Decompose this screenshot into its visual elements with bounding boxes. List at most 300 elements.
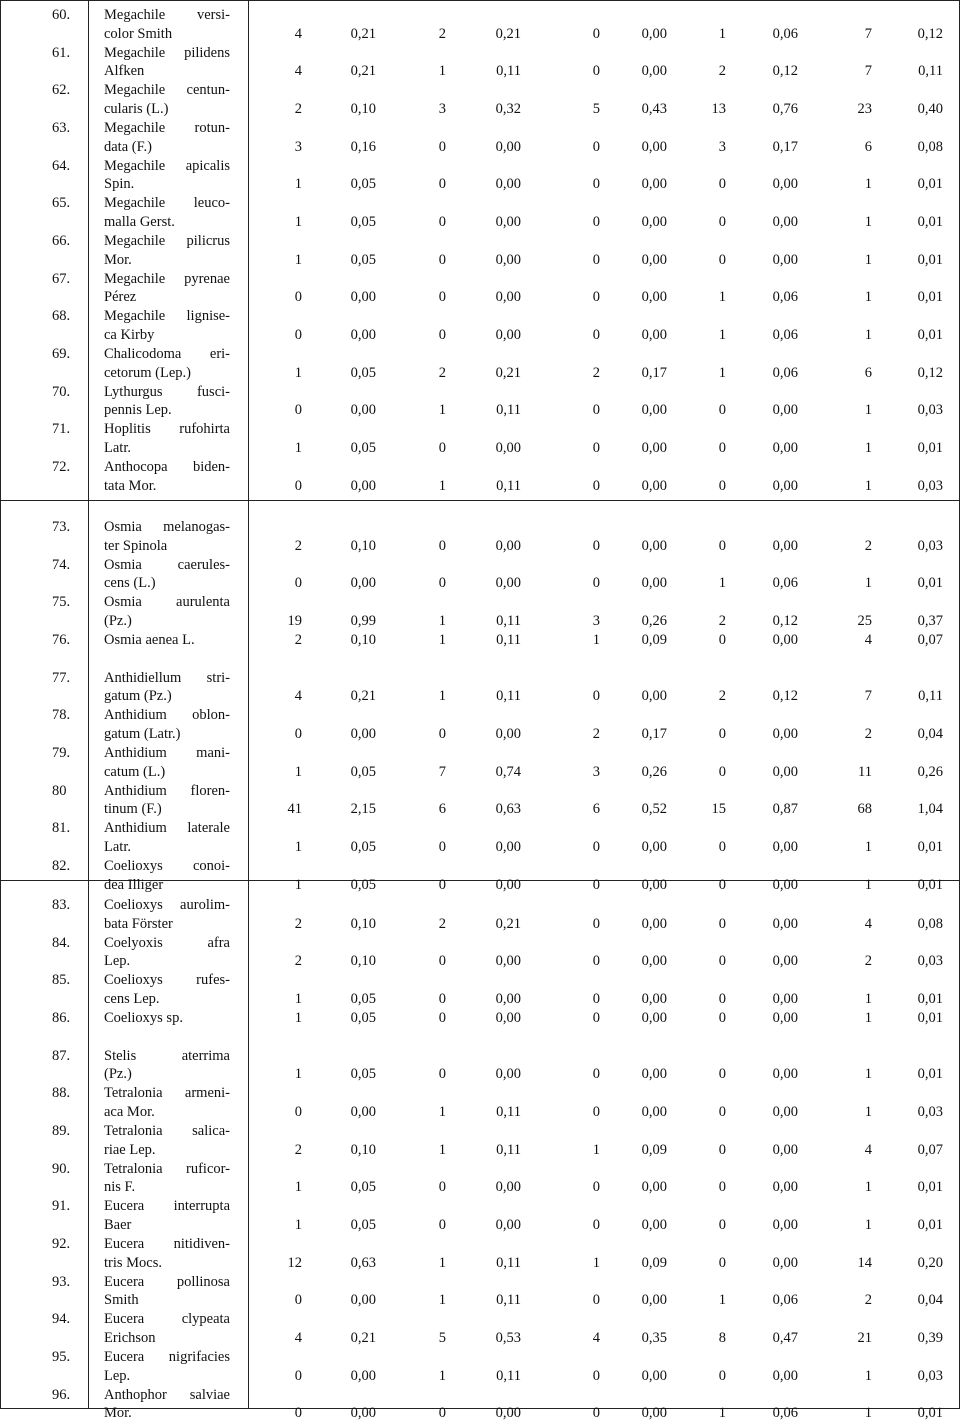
species-name: Megachile pilidens Alfken [104, 44, 230, 80]
percent-cell: 0,76 [772, 100, 798, 117]
count-cell: 5 [438, 1329, 446, 1346]
row-number: 69. [52, 345, 71, 362]
table-row [0, 556, 960, 594]
percent-cell: 0,26 [641, 763, 667, 780]
percent-cell: 0,01 [917, 838, 943, 855]
percent-cell: 0,43 [641, 100, 667, 117]
row-number: 93. [52, 1273, 71, 1290]
percent-cell: 0,10 [350, 1141, 376, 1158]
percent-cell: 0,00 [772, 1254, 798, 1271]
table-row [0, 6, 960, 44]
percent-cell: 0,05 [350, 213, 376, 230]
row-number: 94. [52, 1311, 71, 1328]
row-number: 86. [52, 1009, 71, 1026]
percent-cell: 0,01 [917, 176, 943, 193]
percent-cell: 0,00 [641, 251, 667, 268]
count-cell: 0 [592, 213, 600, 230]
percent-cell: 0,11 [918, 688, 943, 705]
percent-cell: 0,00 [772, 439, 798, 456]
species-name: Coelyoxis afra Lep. [104, 934, 230, 970]
percent-cell: 0,06 [772, 289, 798, 306]
count-cell: 2 [864, 725, 872, 742]
percent-cell: 0,06 [772, 1292, 798, 1309]
count-cell: 1 [294, 1009, 302, 1026]
count-cell: 2 [438, 364, 446, 381]
row-number: 68. [52, 308, 71, 325]
species-name: Eucera interrupta Baer [104, 1198, 230, 1233]
row-number: 65. [52, 195, 71, 212]
percent-cell: 0,00 [495, 326, 521, 343]
count-cell: 0 [592, 477, 600, 494]
count-cell: 0 [592, 915, 600, 932]
count-cell: 0 [592, 1405, 600, 1422]
row-number: 88. [52, 1085, 71, 1102]
row-number: 62. [52, 82, 71, 99]
percent-cell: 0,00 [772, 213, 798, 230]
percent-cell: 0,21 [350, 63, 376, 80]
count-cell: 0 [592, 402, 600, 419]
table-row [0, 934, 960, 972]
count-cell: 1 [864, 1179, 872, 1196]
row-number: 92. [52, 1235, 71, 1252]
count-cell: 12 [287, 1254, 302, 1271]
percent-cell: 0,10 [350, 953, 376, 970]
count-cell: 2 [294, 915, 302, 932]
count-cell: 2 [294, 537, 302, 554]
percent-cell: 0,01 [917, 289, 943, 306]
count-cell: 0 [438, 1216, 446, 1233]
row-number: 71. [52, 421, 71, 438]
count-cell: 0 [718, 631, 726, 648]
count-cell: 1 [294, 439, 302, 456]
row-number: 80 [52, 782, 67, 799]
table-row [0, 81, 960, 119]
percent-cell: 0,00 [495, 725, 521, 742]
percent-cell: 0,00 [495, 1066, 521, 1083]
percent-cell: 0,01 [917, 1066, 943, 1083]
percent-cell: 0,00 [641, 1292, 667, 1309]
percent-cell: 0,00 [772, 176, 798, 193]
table-row [0, 157, 960, 195]
percent-cell: 0,03 [917, 953, 943, 970]
percent-cell: 0,11 [496, 1292, 521, 1309]
count-cell: 0 [438, 176, 446, 193]
count-cell: 2 [718, 612, 726, 629]
count-cell: 1 [438, 1367, 446, 1384]
species-name: Megachile apicalis Spin. [104, 157, 230, 193]
percent-cell: 0,00 [495, 575, 521, 592]
count-cell: 6 [864, 364, 872, 381]
count-cell: 0 [592, 25, 600, 42]
count-cell: 0 [718, 953, 726, 970]
count-cell: 0 [592, 176, 600, 193]
count-cell: 0 [592, 326, 600, 343]
percent-cell: 0,06 [772, 326, 798, 343]
count-cell: 0 [438, 138, 446, 155]
count-cell: 1 [864, 838, 872, 855]
count-cell: 13 [711, 100, 726, 117]
percent-cell: 0,00 [772, 1009, 798, 1026]
count-cell: 0 [592, 838, 600, 855]
count-cell: 0 [718, 402, 726, 419]
percent-cell: 0,05 [350, 251, 376, 268]
species-name: Hoplitis rufohirta Latr. [104, 421, 230, 456]
row-number: 66. [52, 232, 71, 249]
count-cell: 0 [294, 1292, 302, 1309]
percent-cell: 0,05 [350, 176, 376, 193]
count-cell: 4 [864, 631, 872, 648]
species-name: Anthocopa biden- tata Mor. [104, 458, 230, 494]
count-cell: 2 [718, 63, 726, 80]
row-number: 95. [52, 1348, 71, 1365]
count-cell: 1 [864, 1066, 872, 1083]
percent-cell: 0,17 [641, 725, 667, 742]
count-cell: 0 [718, 477, 726, 494]
count-cell: 0 [438, 1066, 446, 1083]
percent-cell: 0,00 [495, 1009, 521, 1026]
percent-cell: 0,05 [350, 838, 376, 855]
count-cell: 1 [592, 631, 600, 648]
count-cell: 6 [592, 801, 600, 818]
count-cell: 2 [864, 1292, 872, 1309]
percent-cell: 0,21 [350, 1329, 376, 1346]
count-cell: 1 [864, 575, 872, 592]
count-cell: 0 [592, 688, 600, 705]
species-name: Coelioxys sp. [104, 1009, 183, 1026]
percent-cell: 0,00 [495, 990, 521, 1007]
species-name: Megachile versi- color Smith [104, 7, 230, 42]
species-name: Stelis aterrima (Pz.) [104, 1047, 230, 1083]
count-cell: 0 [718, 725, 726, 742]
count-cell: 4 [592, 1329, 600, 1346]
count-cell: 0 [294, 477, 302, 494]
percent-cell: 0,21 [495, 915, 521, 932]
species-name: Osmia caerules- cens (L.) [104, 556, 230, 592]
percent-cell: 0,00 [495, 537, 521, 554]
count-cell: 1 [864, 876, 872, 893]
percent-cell: 0,01 [917, 326, 943, 343]
percent-cell: 0,52 [641, 801, 667, 818]
percent-cell: 0,21 [350, 25, 376, 42]
percent-cell: 0,00 [641, 1216, 667, 1233]
table-row [0, 270, 960, 308]
count-cell: 0 [718, 763, 726, 780]
species-name: Tetralonia salica- riae Lep. [104, 1122, 230, 1158]
row-divider [0, 500, 960, 501]
species-name: Tetralonia ruficor- nis F. [104, 1160, 230, 1196]
count-cell: 1 [864, 1103, 872, 1120]
count-cell: 2 [718, 688, 726, 705]
count-cell: 0 [592, 251, 600, 268]
row-number: 64. [52, 157, 71, 174]
percent-cell: 0,00 [641, 1066, 667, 1083]
count-cell: 1 [592, 1141, 600, 1158]
table-row [0, 744, 960, 782]
count-cell: 0 [592, 1066, 600, 1083]
species-name: Anthidium oblon- gatum (Latr.) [104, 707, 230, 742]
percent-cell: 0,06 [772, 25, 798, 42]
species-name: Osmia aurulenta (Pz.) [104, 594, 230, 629]
species-name: Osmia aenea L. [104, 631, 195, 648]
table-row [0, 345, 960, 383]
row-number: 76. [52, 631, 71, 648]
percent-cell: 0,11 [496, 1367, 521, 1384]
count-cell: 1 [718, 364, 726, 381]
percent-cell: 0,00 [641, 990, 667, 1007]
count-cell: 19 [287, 612, 302, 629]
percent-cell: 0,07 [917, 1141, 943, 1158]
count-cell: 0 [294, 402, 302, 419]
percent-cell: 0,00 [350, 1405, 376, 1422]
percent-cell: 0,32 [495, 100, 521, 117]
percent-cell: 0,00 [772, 251, 798, 268]
percent-cell: 0,09 [641, 631, 667, 648]
percent-cell: 0,11 [496, 631, 521, 648]
percent-cell: 0,00 [772, 763, 798, 780]
count-cell: 1 [718, 1292, 726, 1309]
row-number: 83. [52, 897, 71, 913]
count-cell: 0 [294, 575, 302, 592]
row-number: 90. [52, 1160, 71, 1177]
count-cell: 1 [864, 213, 872, 230]
percent-cell: 0,00 [772, 990, 798, 1007]
percent-cell: 0,12 [772, 612, 798, 629]
table-row [0, 194, 960, 232]
count-cell: 0 [438, 953, 446, 970]
table-row [0, 819, 960, 857]
count-cell: 4 [294, 25, 302, 42]
count-cell: 0 [592, 953, 600, 970]
percent-cell: 0,00 [641, 915, 667, 932]
percent-cell: 0,01 [917, 1179, 943, 1196]
count-cell: 23 [857, 100, 872, 117]
percent-cell: 0,09 [641, 1141, 667, 1158]
percent-cell: 0,00 [641, 289, 667, 306]
percent-cell: 0,00 [641, 537, 667, 554]
count-cell: 0 [592, 876, 600, 893]
count-cell: 2 [864, 953, 872, 970]
percent-cell: 0,00 [350, 1292, 376, 1309]
table-row [0, 119, 960, 157]
row-number: 77. [52, 669, 71, 686]
species-name: Megachile pilicrus Mor. [104, 232, 230, 268]
count-cell: 0 [438, 575, 446, 592]
count-cell: 0 [592, 439, 600, 456]
percent-cell: 0,01 [917, 213, 943, 230]
count-cell: 1 [864, 326, 872, 343]
percent-cell: 0,00 [495, 876, 521, 893]
count-cell: 0 [438, 990, 446, 1007]
count-cell: 0 [718, 876, 726, 893]
count-cell: 11 [858, 763, 872, 780]
table-row [0, 1386, 960, 1424]
table-row [0, 1160, 960, 1198]
percent-cell: 0,26 [917, 763, 943, 780]
species-name: Anthidium floren- tinum (F.) [104, 782, 230, 818]
table-row [0, 971, 960, 1009]
count-cell: 41 [287, 801, 302, 818]
table-row [0, 44, 960, 82]
percent-cell: 0,00 [350, 326, 376, 343]
count-cell: 0 [718, 838, 726, 855]
count-cell: 0 [592, 1179, 600, 1196]
count-cell: 3 [592, 763, 600, 780]
count-cell: 0 [592, 1367, 600, 1384]
percent-cell: 0,47 [772, 1329, 798, 1346]
percent-cell: 0,99 [350, 612, 376, 629]
count-cell: 1 [294, 838, 302, 855]
species-name: Eucera pollinosa Smith [104, 1273, 230, 1309]
count-cell: 1 [592, 1254, 600, 1271]
table-row [0, 896, 960, 934]
percent-cell: 0,11 [496, 1103, 521, 1120]
percent-cell: 0,63 [350, 1254, 376, 1271]
row-number: 74. [52, 556, 71, 573]
row-number: 61. [52, 44, 71, 61]
count-cell: 1 [294, 1216, 302, 1233]
percent-cell: 0,05 [350, 1179, 376, 1196]
percent-cell: 0,06 [772, 364, 798, 381]
species-name: Anthidiellum stri- gatum (Pz.) [104, 669, 230, 705]
percent-cell: 0,04 [917, 1292, 943, 1309]
table-row [0, 706, 960, 744]
percent-cell: 0,00 [772, 1367, 798, 1384]
percent-cell: 2,15 [350, 801, 376, 818]
percent-cell: 0,00 [495, 439, 521, 456]
percent-cell: 0,11 [918, 63, 943, 80]
percent-cell: 0,00 [495, 289, 521, 306]
percent-cell: 0,12 [917, 25, 943, 42]
table-row [0, 1348, 960, 1386]
count-cell: 1 [718, 289, 726, 306]
percent-cell: 0,00 [641, 63, 667, 80]
row-number: 84. [52, 934, 71, 951]
percent-cell: 0,63 [495, 801, 521, 818]
count-cell: 14 [857, 1254, 872, 1271]
percent-cell: 0,00 [350, 1367, 376, 1384]
percent-cell: 0,00 [641, 1103, 667, 1120]
percent-cell: 0,01 [917, 1405, 943, 1422]
count-cell: 0 [718, 439, 726, 456]
row-number: 91. [52, 1198, 71, 1215]
percent-cell: 0,00 [772, 953, 798, 970]
percent-cell: 0,00 [772, 915, 798, 932]
percent-cell: 0,11 [496, 688, 521, 705]
percent-cell: 0,00 [772, 1141, 798, 1158]
percent-cell: 0,11 [496, 1254, 521, 1271]
percent-cell: 0,00 [641, 326, 667, 343]
count-cell: 1 [864, 289, 872, 306]
percent-cell: 0,01 [917, 1216, 943, 1233]
row-number: 89. [52, 1122, 71, 1139]
percent-cell: 0,06 [772, 1405, 798, 1422]
percent-cell: 0,00 [772, 1066, 798, 1083]
species-name: Coelioxys aurolim- bata Förster [104, 897, 230, 932]
species-name: Tetralonia armeni- aca Mor. [104, 1085, 230, 1120]
percent-cell: 0,00 [641, 402, 667, 419]
species-name: Anthidium laterale Latr. [104, 820, 230, 855]
count-cell: 0 [718, 251, 726, 268]
row-number: 81. [52, 820, 71, 837]
count-cell: 0 [438, 289, 446, 306]
percent-cell: 0,87 [772, 801, 798, 818]
row-number: 73. [52, 519, 71, 535]
count-cell: 7 [438, 763, 446, 780]
percent-cell: 0,00 [772, 1103, 798, 1120]
count-cell: 1 [864, 402, 872, 419]
percent-cell: 0,11 [496, 477, 521, 494]
count-cell: 0 [592, 63, 600, 80]
count-cell: 1 [864, 439, 872, 456]
count-cell: 0 [438, 1179, 446, 1196]
count-cell: 21 [857, 1329, 872, 1346]
percent-cell: 1,04 [917, 801, 943, 818]
row-number: 79. [52, 744, 71, 761]
count-cell: 0 [294, 1367, 302, 1384]
count-cell: 0 [294, 326, 302, 343]
count-cell: 3 [294, 138, 302, 155]
count-cell: 1 [718, 1405, 726, 1422]
count-cell: 1 [438, 1254, 446, 1271]
table-row [0, 1122, 960, 1160]
percent-cell: 0,04 [917, 725, 943, 742]
percent-cell: 0,00 [641, 1405, 667, 1422]
percent-cell: 0,39 [917, 1329, 943, 1346]
count-cell: 1 [438, 63, 446, 80]
percent-cell: 0,12 [917, 364, 943, 381]
count-cell: 0 [592, 990, 600, 1007]
table-row [0, 307, 960, 345]
count-cell: 0 [718, 1141, 726, 1158]
count-cell: 0 [592, 1009, 600, 1026]
count-cell: 0 [592, 289, 600, 306]
percent-cell: 0,00 [641, 25, 667, 42]
percent-cell: 0,05 [350, 364, 376, 381]
table-row [0, 420, 960, 458]
percent-cell: 0,00 [641, 688, 667, 705]
count-cell: 2 [294, 631, 302, 648]
count-cell: 1 [438, 688, 446, 705]
percent-cell: 0,12 [772, 688, 798, 705]
species-name: Eucera nigrifacies Lep. [104, 1348, 230, 1384]
percent-cell: 0,17 [772, 138, 798, 155]
count-cell: 0 [294, 289, 302, 306]
row-number: 85. [52, 972, 71, 989]
count-cell: 1 [864, 1405, 872, 1422]
count-cell: 1 [294, 1179, 302, 1196]
count-cell: 0 [718, 990, 726, 1007]
table-row [0, 383, 960, 421]
count-cell: 4 [864, 915, 872, 932]
count-cell: 0 [438, 326, 446, 343]
percent-cell: 0,53 [495, 1329, 521, 1346]
percent-cell: 0,05 [350, 1216, 376, 1233]
count-cell: 15 [711, 801, 726, 818]
table-row [0, 518, 960, 556]
count-cell: 1 [864, 1216, 872, 1233]
count-cell: 0 [294, 725, 302, 742]
table-row [0, 458, 960, 496]
count-cell: 6 [864, 138, 872, 155]
percent-cell: 0,03 [917, 1367, 943, 1384]
percent-cell: 0,01 [917, 1009, 943, 1026]
percent-cell: 0,11 [496, 1141, 521, 1158]
count-cell: 0 [294, 1103, 302, 1120]
count-cell: 3 [718, 138, 726, 155]
count-cell: 7 [864, 688, 872, 705]
count-cell: 0 [718, 1103, 726, 1120]
percent-cell: 0,08 [917, 138, 943, 155]
